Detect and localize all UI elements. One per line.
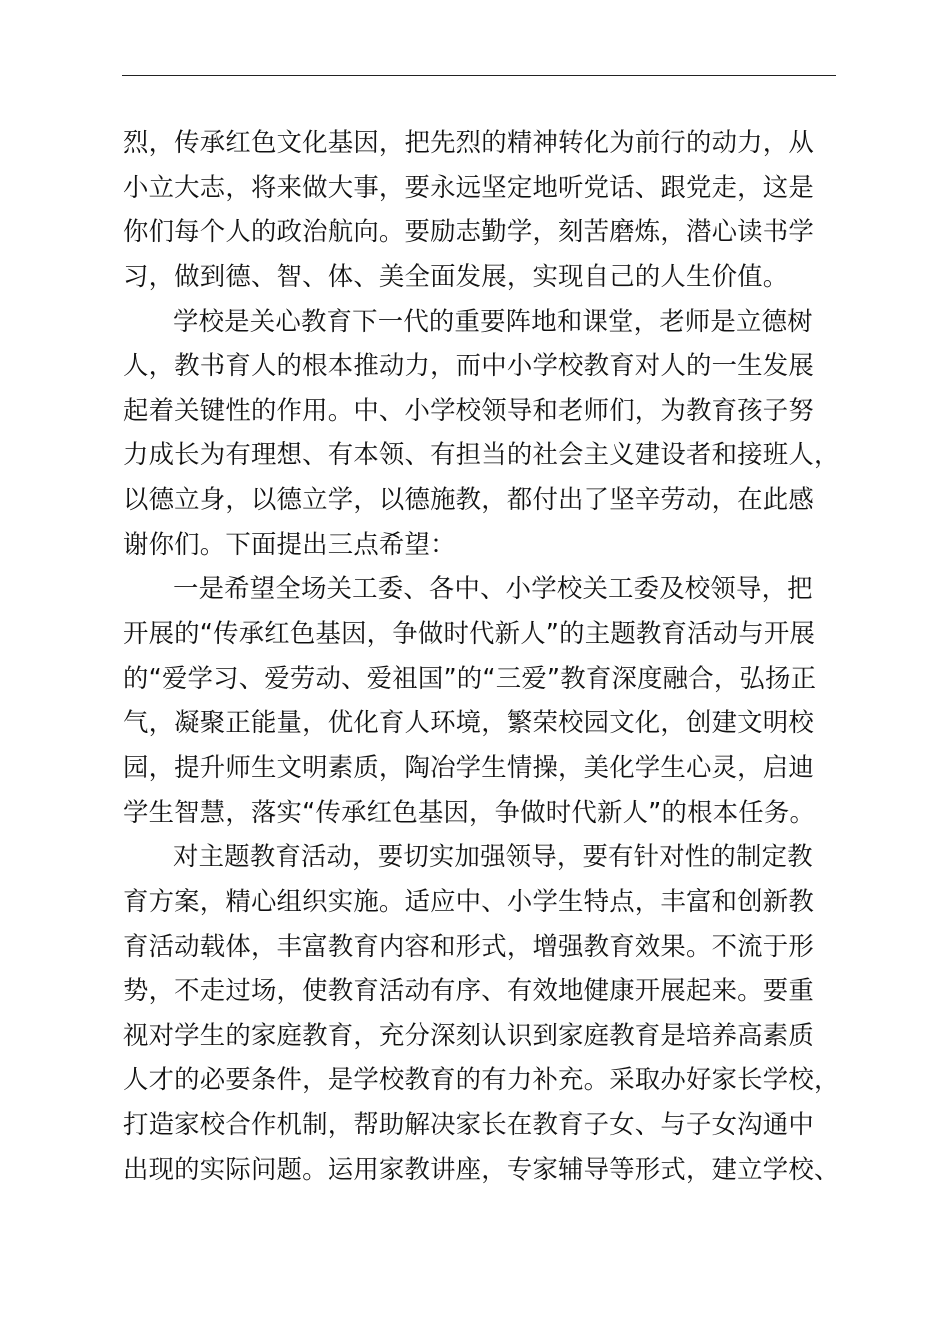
text-line: 的“爱学习、爱劳动、爱祖国”的“三爱”教育深度融合，弘扬正 bbox=[123, 662, 817, 693]
body-text bbox=[123, 120, 839, 1191]
text-line: 小立大志，将来做大事，要永远坚定地听党话、跟党走，这是 bbox=[123, 171, 814, 202]
text-line: 育方案，精心组织实施。适应中、小学生特点，丰富和创新教 bbox=[123, 885, 814, 916]
text-line: 烈，传承红色文化基因，把先烈的精神转化为前行的动力，从 bbox=[123, 127, 814, 157]
paragraph-first-line: 对主题教育活动，要切实加强领导，要有针对性的制定教 bbox=[173, 841, 813, 872]
text-line: 人，教书育人的根本推动力，而中小学校教育对人的一生发展 bbox=[123, 350, 814, 381]
text-line: 开展的“传承红色基因，争做时代新人”的主题教育活动与开展 bbox=[123, 618, 816, 649]
text-line: 人才的必要条件，是学校教育的有力补充。采取办好家长学校， bbox=[123, 1064, 840, 1095]
text-line: 育活动载体，丰富教育内容和形式，增强教育效果。不流于形 bbox=[123, 930, 814, 961]
text-line: 力成长为有理想、有本领、有担当的社会主义建设者和接班人， bbox=[123, 439, 840, 470]
text-line: 园，提升师生文明素质，陶冶学生情操，美化学生心灵，启迪 bbox=[123, 751, 814, 782]
text-line: 学生智慧，落实“传承红色基因，争做时代新人”的根本任务。 bbox=[123, 796, 816, 827]
text-line: 打造家校合作机制，帮助解决家长在教育子女、与子女沟通中 bbox=[123, 1109, 814, 1140]
text-line: 出现的实际问题。运用家教讲座，专家辅导等形式，建立学校、 bbox=[123, 1153, 840, 1184]
paragraph-first-line: 学校是关心教育下一代的重要阵地和课堂，老师是立德树 bbox=[173, 305, 813, 336]
text-line: 习，做到德、智、体、美全面发展，实现自己的人生价值。 bbox=[123, 260, 789, 291]
text-line: 以德立身，以德立学，以德施教，都付出了坚辛劳动，在此感 bbox=[123, 484, 814, 515]
text-line: 你们每个人的政治航向。要励志勤学，刻苦磨炼，潜心读书学 bbox=[123, 216, 814, 247]
header-rule bbox=[122, 75, 836, 76]
text-line: 势，不走过场，使教育活动有序、有效地健康开展起来。要重 bbox=[123, 975, 814, 1006]
text-line: 气，凝聚正能量，优化育人环境，繁荣校园文化，创建文明校 bbox=[123, 707, 814, 738]
text-line: 谢你们。下面提出三点希望： bbox=[123, 528, 456, 559]
paragraph-first-line: 一是希望全场关工委、各中、小学校关工委及校领导，把 bbox=[173, 573, 813, 604]
text-line: 起着关键性的作用。中、小学校领导和老师们，为教育孩子努 bbox=[123, 394, 814, 425]
text-line: 视对学生的家庭教育，充分深刻认识到家庭教育是培养高素质 bbox=[123, 1019, 814, 1050]
